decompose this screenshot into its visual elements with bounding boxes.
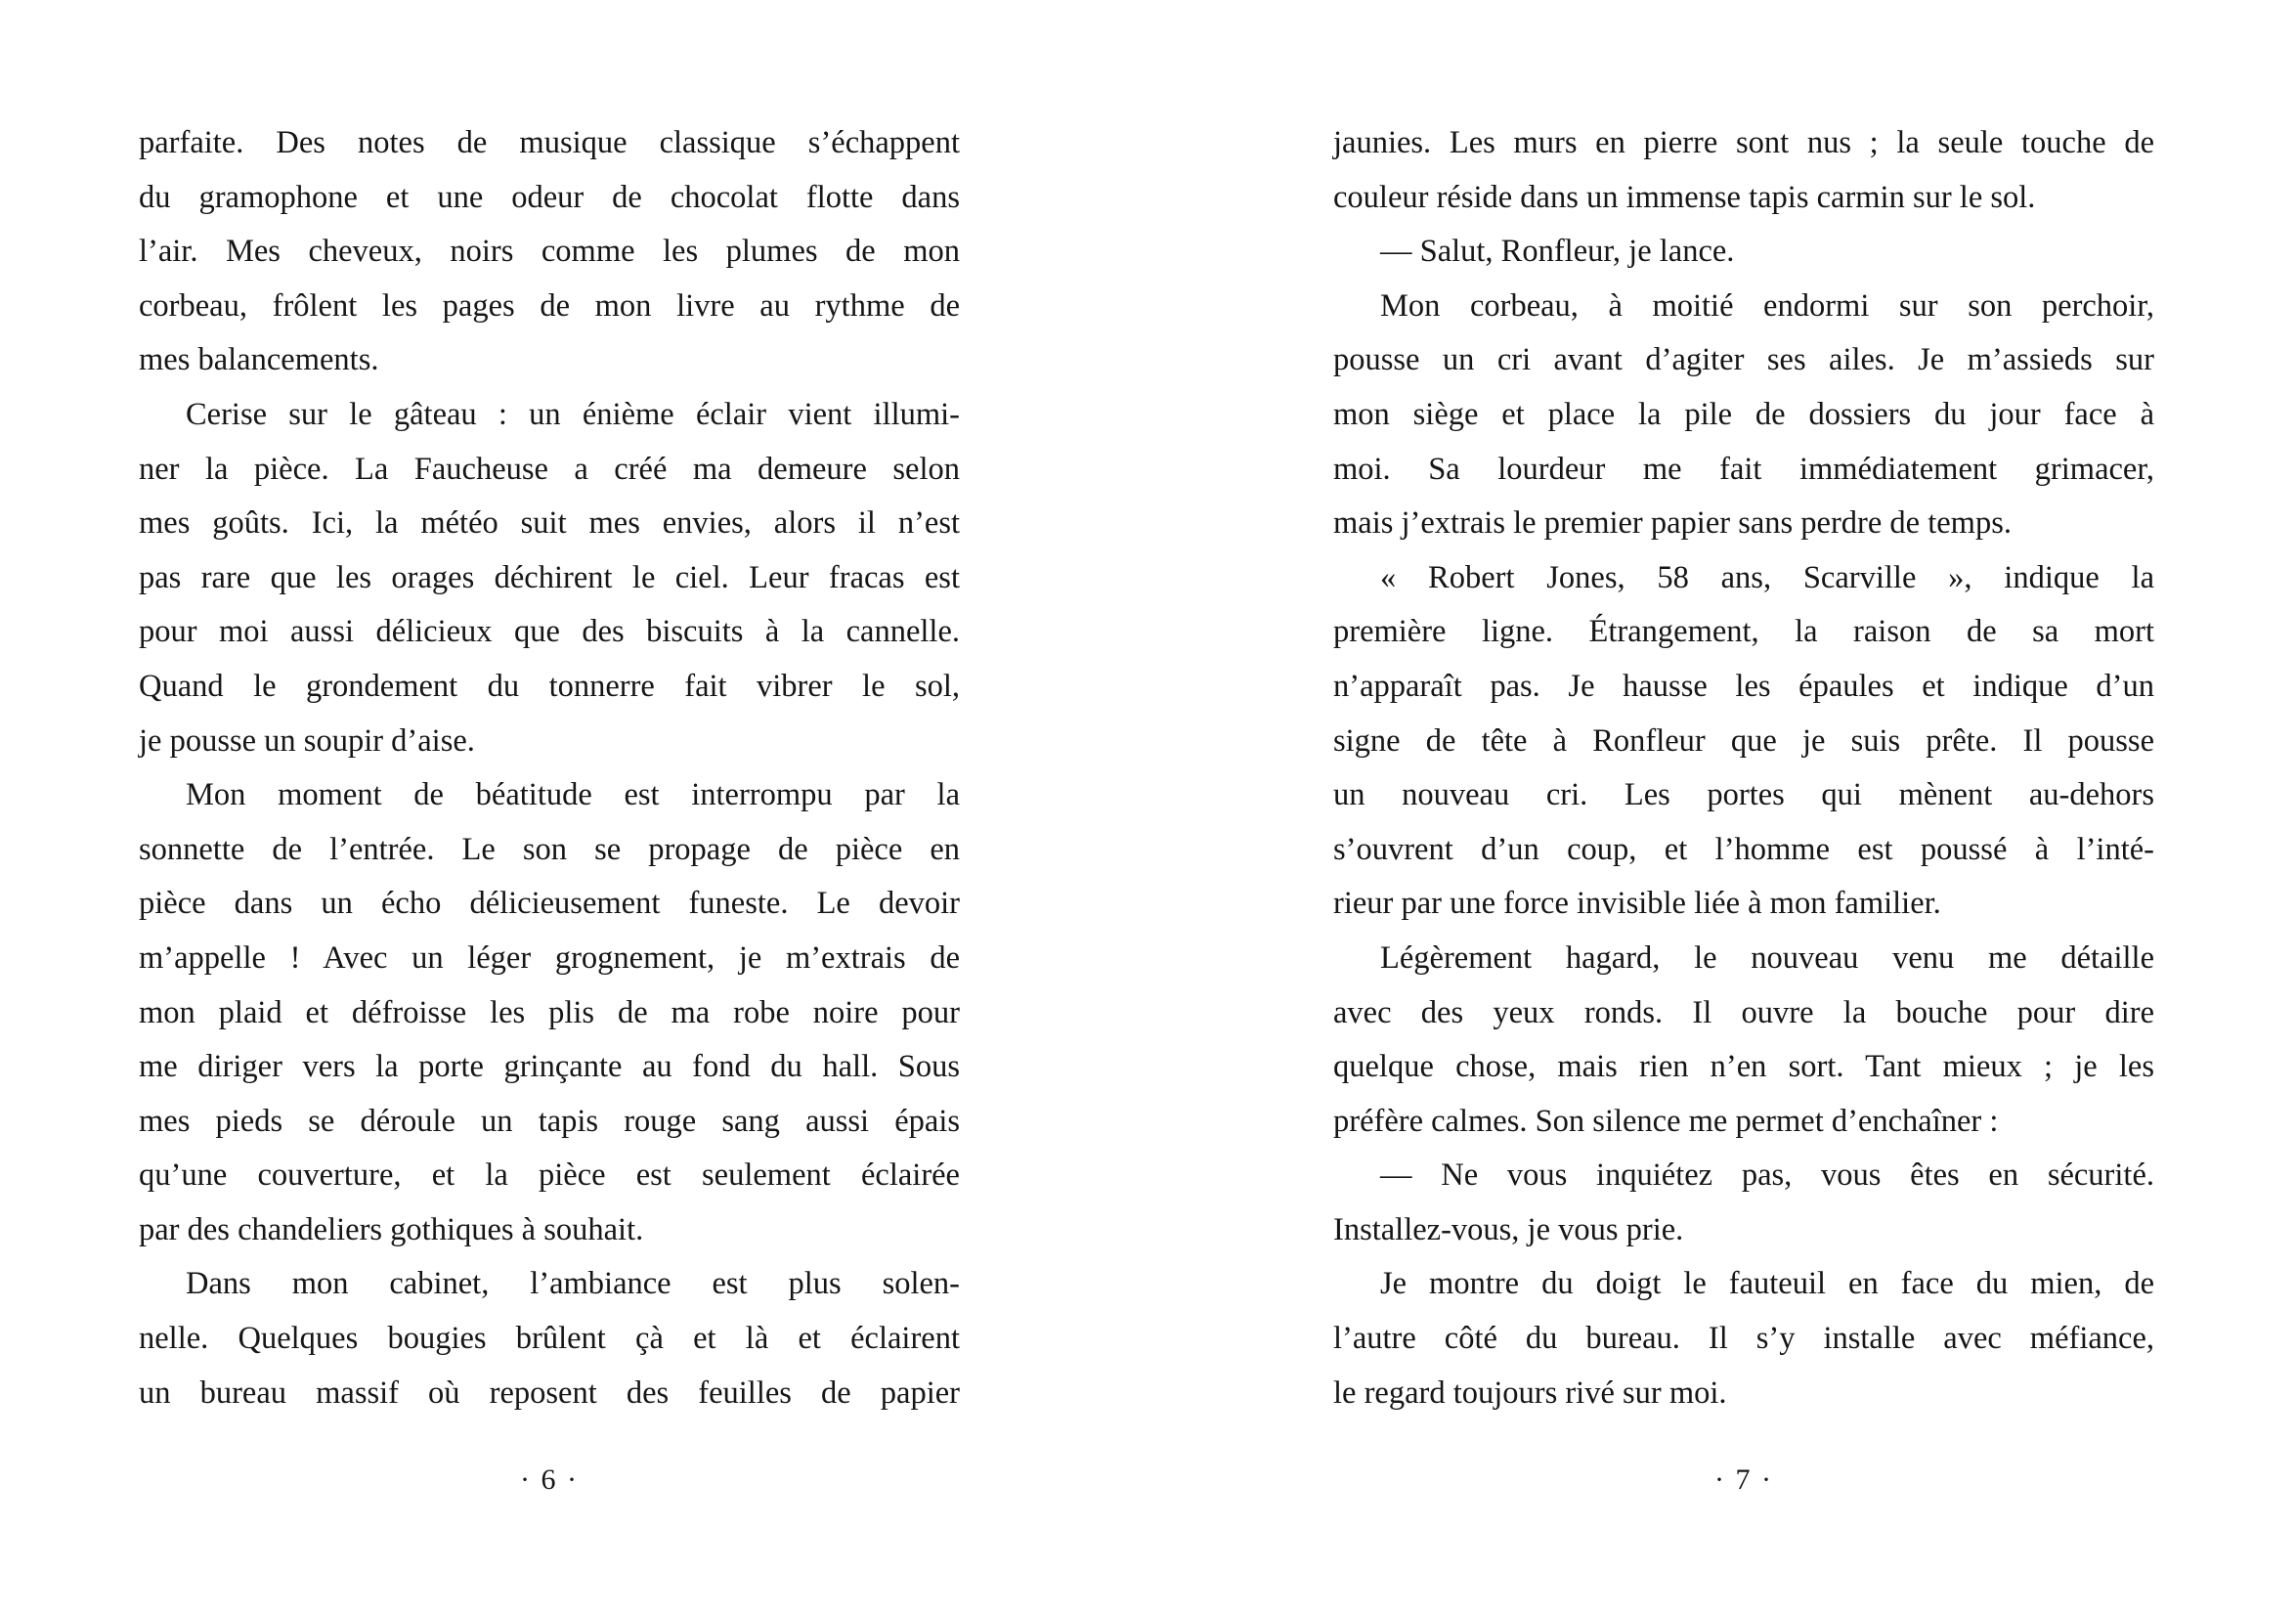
text-line: par des chandeliers gothiques à souhait. [139, 1211, 644, 1247]
text-line: du gramophone et une odeur de chocolat flotte dans [139, 179, 960, 215]
text-line: Dans mon cabinet, l’ambiance est plus solen- [186, 1266, 960, 1302]
page-right [1148, 0, 2296, 1615]
text-line: mon siège et place la pile de dossiers du jour face à [1333, 396, 2154, 432]
text-line: pour moi aussi délicieux que des biscuits à la cannelle. [139, 614, 960, 650]
text-line: Quand le grondement du tonnerre fait vibrer le sol, [139, 668, 960, 704]
text-line: Mon corbeau, à moitié endormi sur son perchoir, [1380, 287, 2154, 324]
text-line: couleur réside dans un immense tapis carmin sur le sol. [1333, 179, 2036, 215]
text-line: jaunies. Les murs en pierre sont nus ; la seule touche de [1333, 125, 2154, 160]
text-line: pas rare que les orages déchirent le ciel. Leur fracas est [139, 559, 960, 595]
text-line: Mon moment de béatitude est interrompu par la [186, 777, 960, 813]
text-line: pièce dans un écho délicieusement funeste. Le devoir [139, 886, 960, 922]
text-line: « Robert Jones, 58 ans, Scarville », indique la [1380, 559, 2154, 595]
text-line: mon plaid et défroisse les plis de ma robe noire pour [139, 994, 960, 1030]
text-line: nelle. Quelques bougies brûlent çà et là et éclairent [139, 1321, 960, 1357]
text-line: Légèrement hagard, le nouveau venu me détaille [1380, 939, 2154, 976]
page-number-left: · 6 · [520, 1463, 579, 1496]
text-line: m’appelle ! Avec un léger grognement, je m’extrais de [139, 939, 960, 976]
text-line: l’autre côté du bureau. Il s’y installe avec méfiance, [1333, 1321, 2154, 1357]
text-line: Installez-vous, je vous prie. [1333, 1211, 1684, 1247]
page-left-text-block [139, 116, 960, 1420]
text-line: le regard toujours rivé sur moi. [1333, 1375, 1727, 1411]
text-line: préfère calmes. Son silence me permet d’enchaîner : [1333, 1103, 1999, 1139]
text-line: pousse un cri avant d’agiter ses ailes. Je m’assieds sur [1333, 342, 2154, 378]
text-line: mes goûts. Ici, la météo suit mes envies, alors il n’est [139, 505, 960, 542]
text-line: moi. Sa lourdeur me fait immédiatement grimacer, [1333, 451, 2154, 487]
text-line: mais j’extrais le premier papier sans perdre de temps. [1333, 505, 2012, 542]
text-line: quelque chose, mais rien n’en sort. Tant mieux ; je les [1333, 1049, 2154, 1085]
text-line: sonnette de l’entrée. Le son se propage de pièce en [139, 831, 960, 867]
text-line: un nouveau cri. Les portes qui mènent au-dehors [1333, 777, 2154, 813]
text-line: rieur par une force invisible liée à mon familier. [1333, 886, 1941, 922]
text-line: parfaite. Des notes de musique classique s’échappent [139, 125, 960, 160]
text-line: me diriger vers la porte grinçante au fond du hall. Sous [139, 1049, 960, 1085]
page-right-text-block [1333, 116, 2154, 1420]
text-line: je pousse un soupir d’aise. [139, 722, 475, 759]
text-line: corbeau, frôlent les pages de mon livre au rythme de [139, 287, 960, 324]
text-line: avec des yeux ronds. Il ouvre la bouche pour dire [1333, 994, 2154, 1030]
text-line: mes pieds se déroule un tapis rouge sang aussi épais [139, 1103, 960, 1139]
text-line: ner la pièce. La Faucheuse a créé ma demeure selon [139, 451, 960, 487]
text-line: s’ouvrent d’un coup, et l’homme est poussé à l’inté- [1333, 831, 2154, 867]
text-line: — Ne vous inquiétez pas, vous êtes en sécurité. [1380, 1157, 2154, 1194]
text-line: l’air. Mes cheveux, noirs comme les plumes de mon [139, 234, 960, 270]
text-line: signe de tête à Ronfleur que je suis prête. Il pousse [1333, 722, 2154, 759]
text-line: qu’une couverture, et la pièce est seulement éclairée [139, 1157, 960, 1194]
text-line: Cerise sur le gâteau : un énième éclair vient illumi- [186, 396, 960, 432]
text-line: un bureau massif où reposent des feuilles de papier [139, 1375, 960, 1411]
text-line: mes balancements. [139, 342, 379, 378]
text-line: n’apparaît pas. Je hausse les épaules et indique d’un [1333, 668, 2154, 704]
text-line: Je montre du doigt le fauteuil en face du mien, de [1380, 1266, 2154, 1302]
page-number-right: · 7 · [1714, 1463, 1773, 1496]
text-line: première ligne. Étrangement, la raison de sa mort [1333, 614, 2154, 650]
text-line: — Salut, Ronfleur, je lance. [1380, 234, 1735, 270]
